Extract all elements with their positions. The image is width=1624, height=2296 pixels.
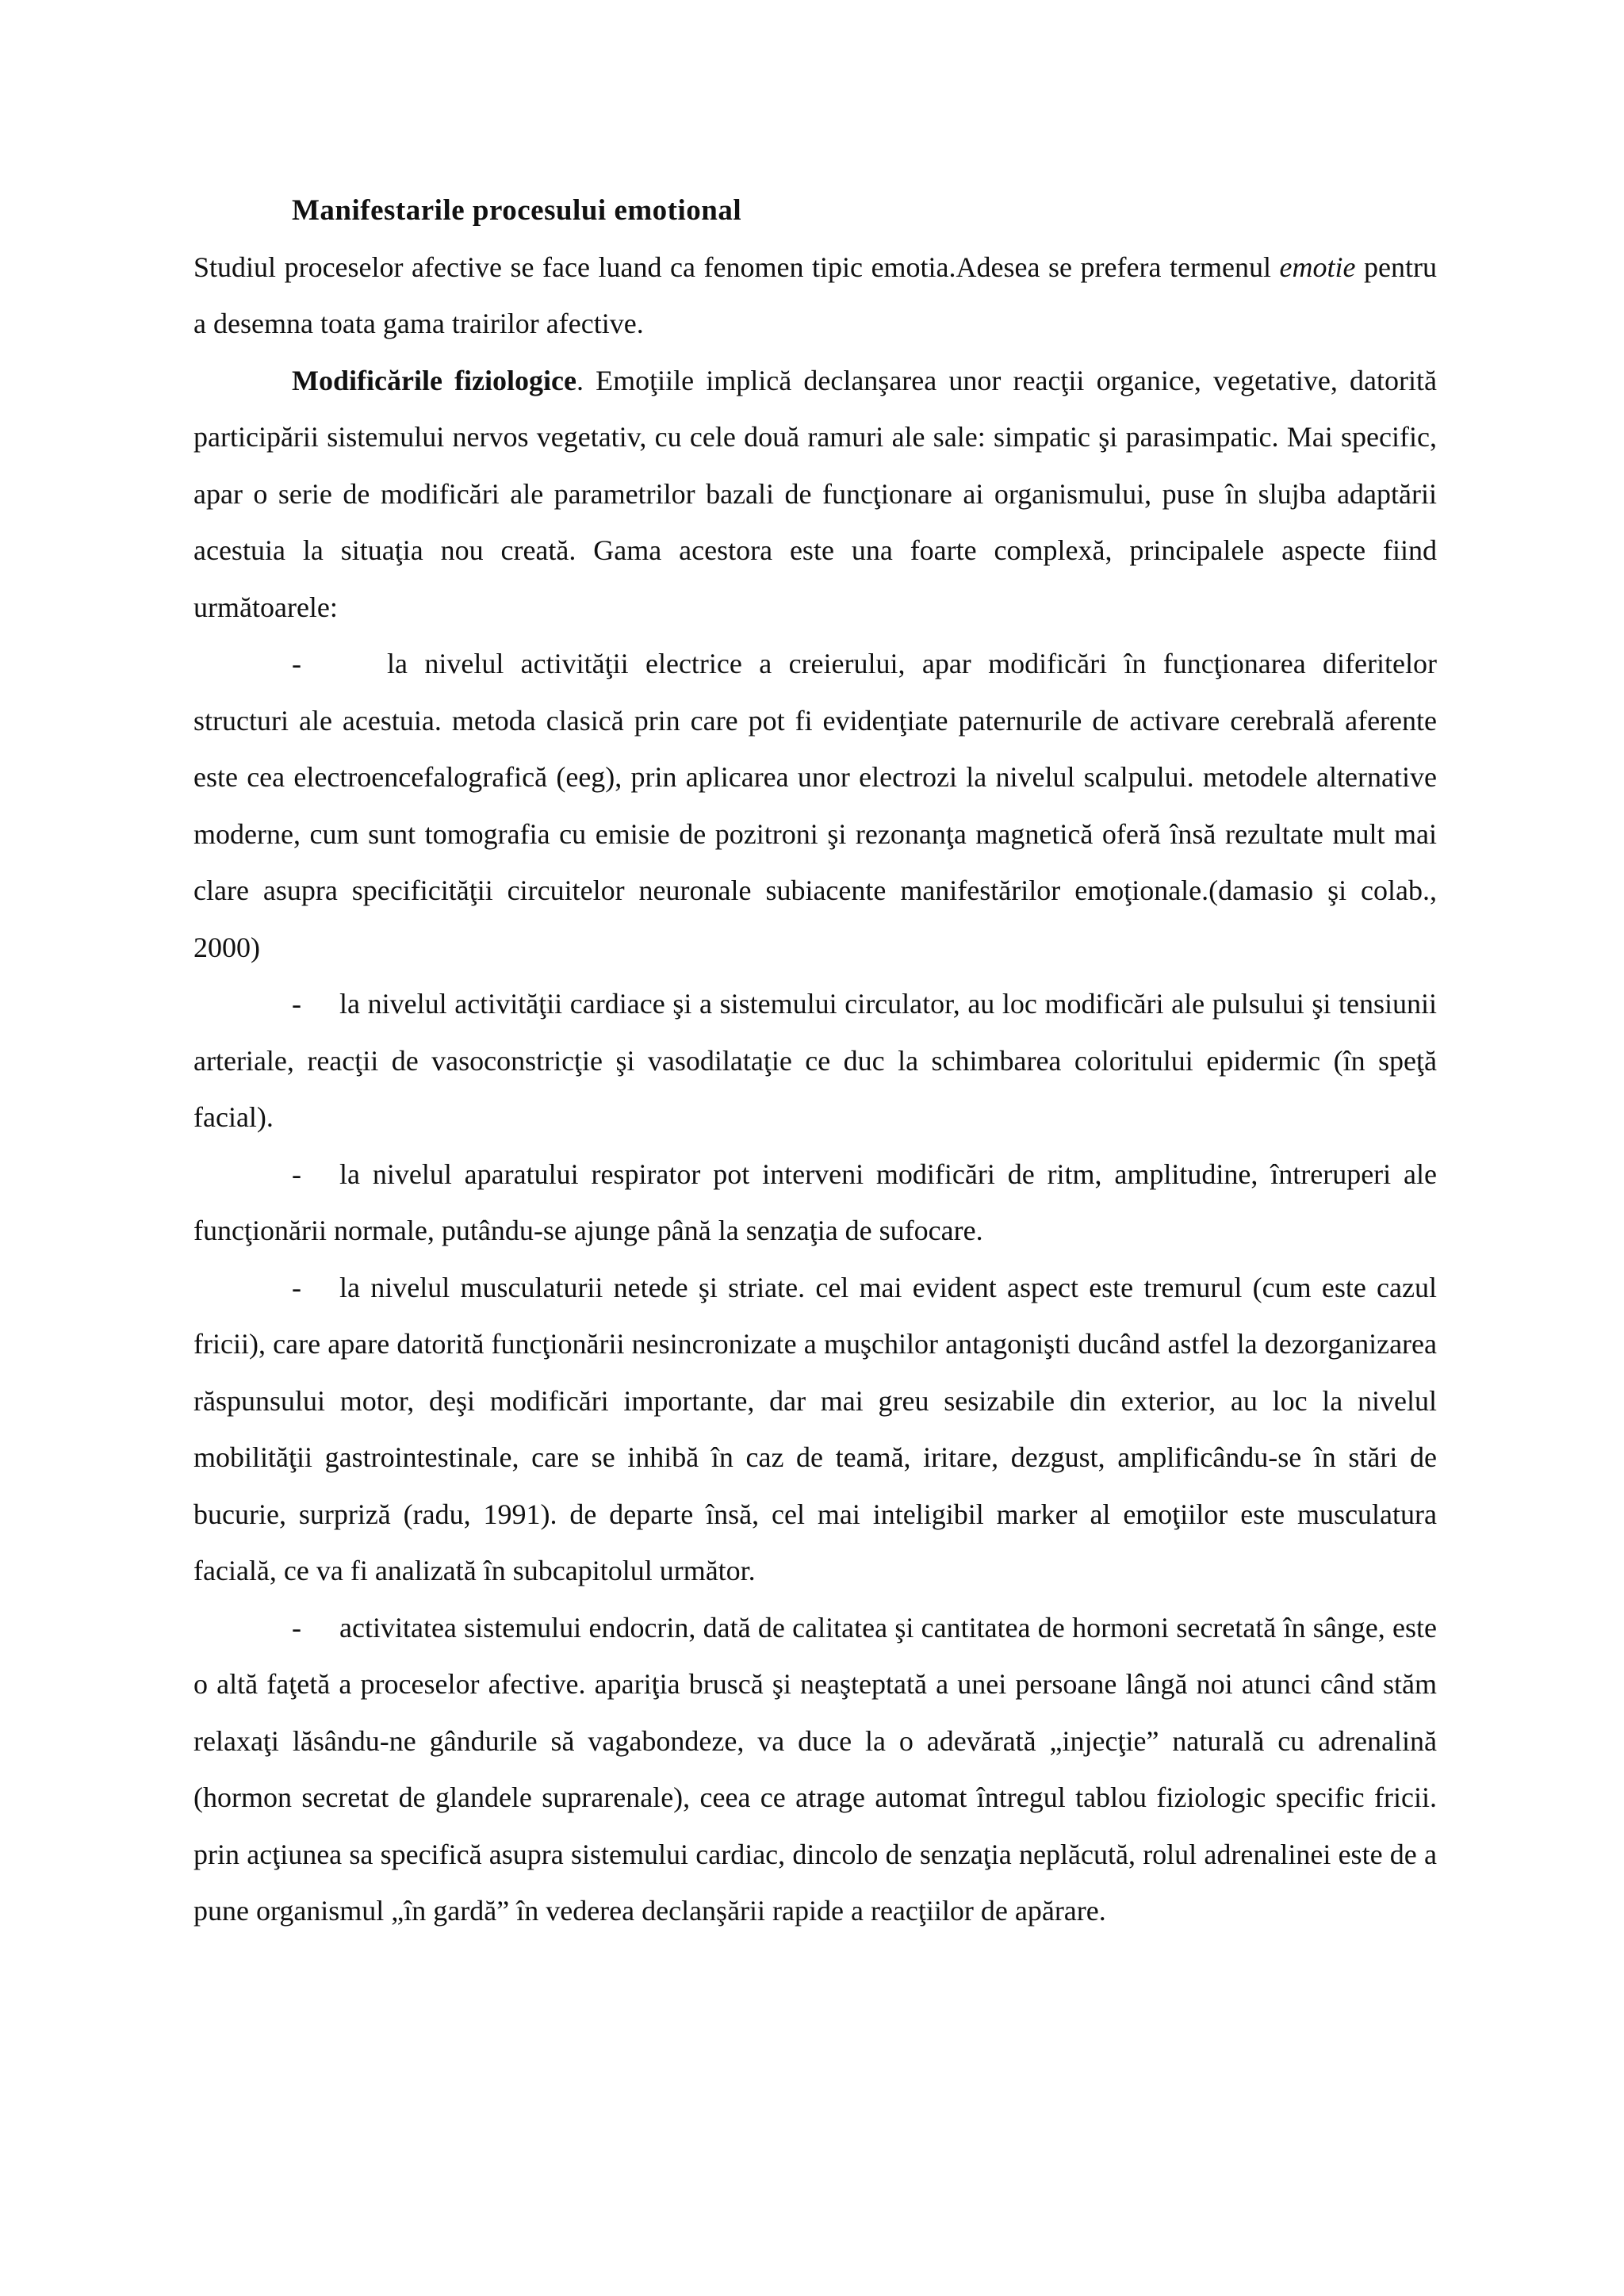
- intro-text-a: Studiul proceselor afective se face luand ca fenomen tipic emotia.Adesea se prefera termenul: [193, 251, 1280, 283]
- section-paragraph: [193, 353, 1437, 637]
- bullet-text: la nivelul aparatului respirator pot interveni modificări de ritm, amplitudine, întreruperi ale funcţionării normale, putându-se ajunge până la senzaţia de sufocare.: [193, 1158, 1437, 1246]
- bullet-marker: -: [292, 988, 301, 1020]
- bullet-marker: -: [292, 1271, 301, 1303]
- bullet-item: [193, 1600, 1437, 1940]
- bullet-text: la nivelul activităţii cardiace şi a sistemului circulator, au loc modificări ale pulsului şi tensiunii arteriale, reacţii de vasoconstricţie şi vasodilataţie ce duc la schimbarea coloritului epidermic (în speţă facial).: [193, 988, 1437, 1133]
- bullet-marker: -: [292, 1611, 301, 1644]
- bullet-item: [193, 1146, 1437, 1260]
- section-text: . Emoţiile implică declanşarea unor reacţii organice, vegetative, datorită participării sistemului nervos vegetativ, cu cele două ramuri ale sale: simpatic şi parasimpatic. Mai specific, apar o serie de modificări ale parametrilor bazali de funcţionare ai organismului, puse în slujba adaptării acestuia la situaţia nou creată. Gama acestora este una foarte complexă, principalele aspecte fiind următoarele:: [193, 364, 1437, 623]
- intro-paragraph: [193, 239, 1437, 353]
- bullet-marker: -: [292, 648, 301, 679]
- intro-italic-term: emotie: [1279, 251, 1356, 283]
- document-title: Manifestarile procesului emotional: [292, 194, 742, 227]
- bullet-marker: -: [292, 1158, 301, 1190]
- bullet-text: activitatea sistemului endocrin, dată de calitatea şi cantitatea de hormoni secretată în sânge, este o altă faţetă a proceselor afective. apariţia bruscă şi neaşteptată a unei persoane lângă noi atunci când stăm relaxaţi lăsându-ne gândurile să vagabondeze, va duce la o adevărată „injecţie” naturală cu adrenalină (hormon secretat de glandele suprarenale), ceea ce atrage automat întregul tablou fiziologic specific fricii. prin acţiunea sa specifică asupra sistemului cardiac, dincolo de senzaţia neplăcută, rolul adrenalinei este de a pune organismul „în gardă” în vederea declanşării rapide a reacţiilor de apărare.: [193, 1611, 1437, 1927]
- bullet-item: [193, 636, 1437, 976]
- bullet-item: [193, 976, 1437, 1146]
- bullet-item: [193, 1260, 1437, 1600]
- section-heading: Modificările fiziologice: [292, 364, 577, 396]
- bullet-text: la nivelul musculaturii netede şi striate. cel mai evident aspect este tremurul (cum este cazul fricii), care apare datorită funcţionării nesincronizate a muşchilor antagonişti ducând astfel la dezorganizarea răspunsului motor, deşi modificări importante, dar mai greu sesizabile din exterior, au loc la nivelul mobilităţii gastrointestinale, care se inhibă în caz de teamă, iritare, dezgust, amplificându-se în stări de bucurie, surpriză (radu, 1991). de departe însă, cel mai inteligibil marker al emoţiilor este musculatura facială, ce va fi analizată în subcapitolul următor.: [193, 1271, 1437, 1586]
- bullet-text: la nivelul activităţii electrice a creierului, apar modificări în funcţionarea diferitelor structuri ale acestuia. metoda clasică prin care pot fi evidenţiate paternurile de activare cerebrală aferente este cea electroencefalografică (eeg), prin aplicarea unor electrozi la nivelul scalpului. metodele alternative moderne, cum sunt tomografia cu emisie de pozitroni şi rezonanţa magnetică oferă însă rezultate mult mai clare asupra specificităţii circuitelor neuronale subiacente manifestărilor emoţionale.(damasio şi colab., 2000): [193, 648, 1437, 963]
- document-page: [193, 182, 1437, 1940]
- intro-text-b: pentru a desemna toata gama trairilor afective.: [193, 251, 1438, 339]
